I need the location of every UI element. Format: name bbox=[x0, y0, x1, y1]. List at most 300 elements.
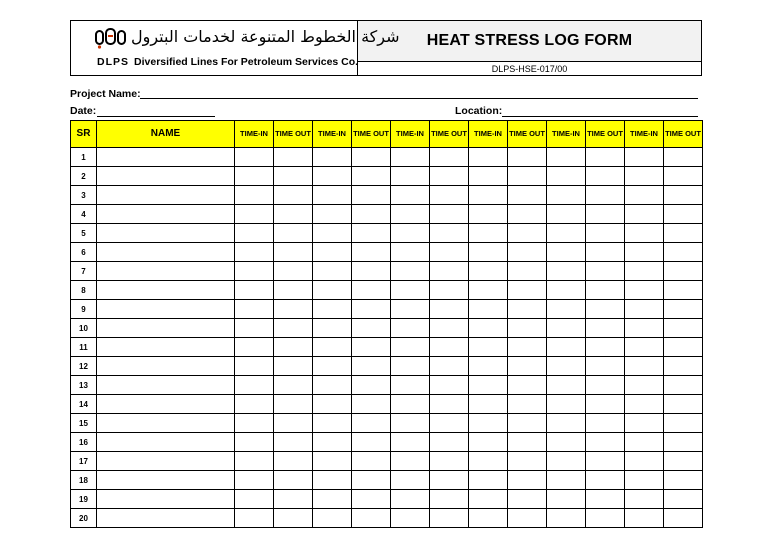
time-in-cell[interactable] bbox=[391, 357, 430, 376]
name-cell[interactable] bbox=[97, 452, 235, 471]
time-in-cell[interactable] bbox=[625, 395, 664, 414]
time-in-cell[interactable] bbox=[625, 243, 664, 262]
time-in-cell[interactable] bbox=[391, 490, 430, 509]
time-out-cell[interactable] bbox=[274, 357, 313, 376]
time-out-cell[interactable] bbox=[430, 414, 469, 433]
time-in-cell[interactable] bbox=[235, 243, 274, 262]
time-in-cell[interactable] bbox=[391, 262, 430, 281]
time-in-cell[interactable] bbox=[547, 433, 586, 452]
table-header-row bbox=[71, 121, 703, 148]
time-out-cell[interactable] bbox=[274, 433, 313, 452]
time-in-cell[interactable] bbox=[469, 452, 508, 471]
time-in-cell[interactable] bbox=[625, 319, 664, 338]
time-out-cell[interactable] bbox=[586, 319, 625, 338]
time-in-cell[interactable] bbox=[469, 186, 508, 205]
time-in-cell[interactable] bbox=[469, 224, 508, 243]
table-row bbox=[71, 509, 703, 528]
time-in-cell[interactable] bbox=[313, 205, 352, 224]
name-cell[interactable] bbox=[97, 205, 235, 224]
form-title: HEAT STRESS LOG FORM bbox=[358, 21, 701, 62]
time-out-cell[interactable] bbox=[664, 243, 703, 262]
time-in-cell[interactable] bbox=[469, 281, 508, 300]
project-name-label: Project Name: bbox=[70, 88, 141, 100]
table-row bbox=[71, 357, 703, 376]
time-out-cell[interactable] bbox=[586, 433, 625, 452]
table-row bbox=[71, 376, 703, 395]
time-in-cell[interactable] bbox=[625, 376, 664, 395]
name-cell[interactable] bbox=[97, 414, 235, 433]
time-out-cell[interactable] bbox=[508, 167, 547, 186]
time-out-cell[interactable] bbox=[664, 395, 703, 414]
time-in-cell[interactable] bbox=[625, 186, 664, 205]
time-in-cell[interactable] bbox=[547, 224, 586, 243]
time-out-cell[interactable] bbox=[430, 167, 469, 186]
table-row bbox=[71, 148, 703, 167]
logo-english-text bbox=[97, 56, 358, 68]
time-in-cell[interactable] bbox=[313, 395, 352, 414]
time-in-cell[interactable] bbox=[625, 471, 664, 490]
time-in-cell[interactable] bbox=[235, 224, 274, 243]
time-in-cell[interactable] bbox=[391, 414, 430, 433]
time-out-cell[interactable] bbox=[430, 395, 469, 414]
time-out-cell[interactable] bbox=[430, 281, 469, 300]
time-out-cell[interactable] bbox=[664, 300, 703, 319]
time-in-cell[interactable] bbox=[391, 376, 430, 395]
time-in-cell[interactable] bbox=[547, 205, 586, 224]
time-in-cell[interactable] bbox=[547, 395, 586, 414]
time-out-cell[interactable] bbox=[508, 300, 547, 319]
time-out-cell[interactable] bbox=[430, 205, 469, 224]
time-out-cell[interactable] bbox=[586, 205, 625, 224]
time-in-cell[interactable] bbox=[625, 148, 664, 167]
time-out-cell[interactable] bbox=[352, 357, 391, 376]
time-out-cell[interactable] bbox=[508, 357, 547, 376]
time-in-cell[interactable] bbox=[469, 205, 508, 224]
time-out-cell[interactable] bbox=[430, 357, 469, 376]
time-out-cell[interactable] bbox=[352, 319, 391, 338]
time-out-cell[interactable] bbox=[586, 395, 625, 414]
time-out-cell[interactable] bbox=[352, 433, 391, 452]
time-in-cell[interactable] bbox=[469, 262, 508, 281]
row-number: 3 bbox=[71, 186, 97, 205]
time-in-cell[interactable] bbox=[625, 452, 664, 471]
time-in-cell[interactable] bbox=[547, 319, 586, 338]
time-in-cell[interactable] bbox=[313, 167, 352, 186]
time-in-cell[interactable] bbox=[235, 357, 274, 376]
time-out-cell[interactable] bbox=[274, 186, 313, 205]
time-out-cell[interactable] bbox=[586, 471, 625, 490]
row-number: 12 bbox=[71, 357, 97, 376]
time-in-cell[interactable] bbox=[313, 262, 352, 281]
time-in-cell[interactable] bbox=[469, 148, 508, 167]
time-in-cell[interactable] bbox=[235, 471, 274, 490]
time-out-cell[interactable] bbox=[508, 205, 547, 224]
time-out-cell[interactable] bbox=[274, 300, 313, 319]
time-in-cell[interactable] bbox=[313, 414, 352, 433]
document-code: DLPS-HSE-017/00 bbox=[491, 63, 568, 74]
time-out-cell[interactable] bbox=[586, 357, 625, 376]
time-in-cell[interactable] bbox=[547, 262, 586, 281]
time-out-cell[interactable] bbox=[586, 490, 625, 509]
time-in-cell[interactable] bbox=[313, 186, 352, 205]
dlps-logo-icon bbox=[95, 28, 127, 50]
time-out-cell[interactable] bbox=[586, 414, 625, 433]
name-cell[interactable] bbox=[97, 319, 235, 338]
time-in-cell[interactable] bbox=[313, 319, 352, 338]
time-in-cell[interactable] bbox=[391, 471, 430, 490]
time-out-cell[interactable] bbox=[430, 490, 469, 509]
column-header-time-out: TIME OUT bbox=[508, 121, 547, 148]
time-in-cell[interactable] bbox=[469, 376, 508, 395]
time-in-cell[interactable] bbox=[625, 338, 664, 357]
logo-arabic-text: شركة الخطوط المتنوعة لخدمات البترول bbox=[131, 27, 400, 46]
time-out-cell[interactable] bbox=[508, 319, 547, 338]
time-in-cell[interactable] bbox=[469, 471, 508, 490]
time-in-cell[interactable] bbox=[391, 319, 430, 338]
time-in-cell[interactable] bbox=[625, 433, 664, 452]
time-out-cell[interactable] bbox=[508, 338, 547, 357]
time-out-cell[interactable] bbox=[664, 490, 703, 509]
column-header-time-out: TIME OUT bbox=[664, 121, 703, 148]
time-in-cell[interactable] bbox=[235, 338, 274, 357]
time-in-cell[interactable] bbox=[625, 224, 664, 243]
time-out-cell[interactable] bbox=[508, 224, 547, 243]
time-in-cell[interactable] bbox=[391, 205, 430, 224]
time-out-cell[interactable] bbox=[352, 148, 391, 167]
time-out-cell[interactable] bbox=[586, 262, 625, 281]
time-in-cell[interactable] bbox=[235, 186, 274, 205]
time-out-cell[interactable] bbox=[664, 262, 703, 281]
time-out-cell[interactable] bbox=[274, 262, 313, 281]
name-cell[interactable] bbox=[97, 490, 235, 509]
time-out-cell[interactable] bbox=[352, 338, 391, 357]
time-out-cell[interactable] bbox=[430, 452, 469, 471]
time-in-cell[interactable] bbox=[235, 262, 274, 281]
time-in-cell[interactable] bbox=[547, 490, 586, 509]
row-number: 20 bbox=[71, 509, 97, 528]
time-out-cell[interactable] bbox=[352, 395, 391, 414]
time-out-cell[interactable] bbox=[274, 281, 313, 300]
time-out-cell[interactable] bbox=[430, 471, 469, 490]
time-in-cell[interactable] bbox=[235, 452, 274, 471]
time-out-cell[interactable] bbox=[586, 452, 625, 471]
time-out-cell[interactable] bbox=[352, 186, 391, 205]
time-out-cell[interactable] bbox=[586, 243, 625, 262]
column-header-time-in: TIME-IN bbox=[313, 121, 352, 148]
time-out-cell[interactable] bbox=[586, 509, 625, 528]
time-out-cell[interactable] bbox=[508, 490, 547, 509]
time-in-cell[interactable] bbox=[313, 509, 352, 528]
logo-abbreviation: DLPS bbox=[97, 56, 130, 68]
time-in-cell[interactable] bbox=[469, 414, 508, 433]
time-in-cell[interactable] bbox=[391, 224, 430, 243]
column-header-time-in: TIME-IN bbox=[625, 121, 664, 148]
name-cell[interactable] bbox=[97, 376, 235, 395]
time-out-cell[interactable] bbox=[664, 281, 703, 300]
column-header-time-in: TIME-IN bbox=[469, 121, 508, 148]
time-in-cell[interactable] bbox=[391, 338, 430, 357]
time-out-cell[interactable] bbox=[508, 376, 547, 395]
table-row bbox=[71, 281, 703, 300]
name-cell[interactable] bbox=[97, 509, 235, 528]
time-out-cell[interactable] bbox=[352, 452, 391, 471]
time-in-cell[interactable] bbox=[391, 243, 430, 262]
time-out-cell[interactable] bbox=[274, 243, 313, 262]
time-in-cell[interactable] bbox=[235, 490, 274, 509]
time-in-cell[interactable] bbox=[469, 395, 508, 414]
name-cell[interactable] bbox=[97, 300, 235, 319]
time-out-cell[interactable] bbox=[352, 471, 391, 490]
time-in-cell[interactable] bbox=[235, 148, 274, 167]
time-in-cell[interactable] bbox=[235, 395, 274, 414]
table-row bbox=[71, 414, 703, 433]
time-out-cell[interactable] bbox=[274, 376, 313, 395]
time-out-cell[interactable] bbox=[508, 414, 547, 433]
time-in-cell[interactable] bbox=[313, 452, 352, 471]
time-in-cell[interactable] bbox=[469, 490, 508, 509]
time-out-cell[interactable] bbox=[664, 414, 703, 433]
time-in-cell[interactable] bbox=[547, 414, 586, 433]
time-out-cell[interactable] bbox=[586, 167, 625, 186]
time-out-cell[interactable] bbox=[274, 319, 313, 338]
location-field[interactable] bbox=[502, 116, 698, 117]
name-cell[interactable] bbox=[97, 243, 235, 262]
time-out-cell[interactable] bbox=[430, 509, 469, 528]
time-out-cell[interactable] bbox=[586, 338, 625, 357]
column-header-time-out: TIME OUT bbox=[274, 121, 313, 148]
time-in-cell[interactable] bbox=[235, 433, 274, 452]
row-number: 4 bbox=[71, 205, 97, 224]
name-cell[interactable] bbox=[97, 167, 235, 186]
time-in-cell[interactable] bbox=[547, 281, 586, 300]
time-in-cell[interactable] bbox=[313, 243, 352, 262]
time-out-cell[interactable] bbox=[586, 376, 625, 395]
time-out-cell[interactable] bbox=[508, 281, 547, 300]
time-in-cell[interactable] bbox=[625, 205, 664, 224]
time-out-cell[interactable] bbox=[586, 224, 625, 243]
time-out-cell[interactable] bbox=[430, 376, 469, 395]
time-in-cell[interactable] bbox=[313, 338, 352, 357]
time-in-cell[interactable] bbox=[313, 433, 352, 452]
time-out-cell[interactable] bbox=[274, 414, 313, 433]
name-cell[interactable] bbox=[97, 148, 235, 167]
table-row bbox=[71, 338, 703, 357]
row-number: 11 bbox=[71, 338, 97, 357]
time-in-cell[interactable] bbox=[469, 319, 508, 338]
time-out-cell[interactable] bbox=[430, 433, 469, 452]
time-in-cell[interactable] bbox=[313, 281, 352, 300]
name-cell[interactable] bbox=[97, 262, 235, 281]
time-out-cell[interactable] bbox=[664, 433, 703, 452]
time-in-cell[interactable] bbox=[391, 186, 430, 205]
time-out-cell[interactable] bbox=[430, 319, 469, 338]
time-out-cell[interactable] bbox=[430, 148, 469, 167]
time-out-cell[interactable] bbox=[430, 224, 469, 243]
date-field[interactable] bbox=[97, 116, 215, 117]
time-in-cell[interactable] bbox=[469, 357, 508, 376]
time-out-cell[interactable] bbox=[664, 224, 703, 243]
time-in-cell[interactable] bbox=[235, 167, 274, 186]
name-cell[interactable] bbox=[97, 281, 235, 300]
time-out-cell[interactable] bbox=[352, 205, 391, 224]
time-out-cell[interactable] bbox=[352, 414, 391, 433]
time-in-cell[interactable] bbox=[391, 433, 430, 452]
time-in-cell[interactable] bbox=[625, 167, 664, 186]
time-out-cell[interactable] bbox=[664, 186, 703, 205]
time-in-cell[interactable] bbox=[313, 357, 352, 376]
time-out-cell[interactable] bbox=[664, 471, 703, 490]
time-out-cell[interactable] bbox=[274, 167, 313, 186]
time-in-cell[interactable] bbox=[547, 186, 586, 205]
time-in-cell[interactable] bbox=[625, 357, 664, 376]
time-out-cell[interactable] bbox=[664, 357, 703, 376]
column-header-name: NAME bbox=[97, 121, 235, 148]
time-in-cell[interactable] bbox=[391, 300, 430, 319]
time-in-cell[interactable] bbox=[547, 243, 586, 262]
time-out-cell[interactable] bbox=[274, 338, 313, 357]
time-in-cell[interactable] bbox=[235, 376, 274, 395]
time-in-cell[interactable] bbox=[625, 300, 664, 319]
time-in-cell[interactable] bbox=[547, 300, 586, 319]
time-out-cell[interactable] bbox=[352, 262, 391, 281]
time-in-cell[interactable] bbox=[391, 395, 430, 414]
time-in-cell[interactable] bbox=[547, 357, 586, 376]
time-out-cell[interactable] bbox=[508, 148, 547, 167]
time-out-cell[interactable] bbox=[586, 281, 625, 300]
time-in-cell[interactable] bbox=[391, 167, 430, 186]
time-in-cell[interactable] bbox=[625, 490, 664, 509]
time-out-cell[interactable] bbox=[430, 262, 469, 281]
time-in-cell[interactable] bbox=[547, 471, 586, 490]
time-out-cell[interactable] bbox=[352, 376, 391, 395]
time-out-cell[interactable] bbox=[274, 395, 313, 414]
row-number: 13 bbox=[71, 376, 97, 395]
time-out-cell[interactable] bbox=[586, 186, 625, 205]
time-in-cell[interactable] bbox=[469, 300, 508, 319]
time-in-cell[interactable] bbox=[625, 281, 664, 300]
time-out-cell[interactable] bbox=[352, 167, 391, 186]
time-out-cell[interactable] bbox=[508, 262, 547, 281]
name-cell[interactable] bbox=[97, 186, 235, 205]
name-cell[interactable] bbox=[97, 224, 235, 243]
time-out-cell[interactable] bbox=[274, 490, 313, 509]
time-in-cell[interactable] bbox=[235, 205, 274, 224]
project-name-field[interactable] bbox=[140, 98, 698, 99]
row-number: 18 bbox=[71, 471, 97, 490]
time-out-cell[interactable] bbox=[508, 471, 547, 490]
time-out-cell[interactable] bbox=[508, 186, 547, 205]
time-in-cell[interactable] bbox=[391, 281, 430, 300]
time-out-cell[interactable] bbox=[274, 224, 313, 243]
time-out-cell[interactable] bbox=[430, 186, 469, 205]
time-in-cell[interactable] bbox=[625, 414, 664, 433]
time-out-cell[interactable] bbox=[508, 452, 547, 471]
column-header-sr: SR bbox=[71, 121, 97, 148]
time-in-cell[interactable] bbox=[625, 509, 664, 528]
time-out-cell[interactable] bbox=[664, 338, 703, 357]
time-out-cell[interactable] bbox=[352, 243, 391, 262]
time-out-cell[interactable] bbox=[274, 452, 313, 471]
time-out-cell[interactable] bbox=[664, 452, 703, 471]
table-row bbox=[71, 262, 703, 281]
row-number: 17 bbox=[71, 452, 97, 471]
time-in-cell[interactable] bbox=[547, 509, 586, 528]
time-out-cell[interactable] bbox=[430, 338, 469, 357]
time-out-cell[interactable] bbox=[508, 395, 547, 414]
name-cell[interactable] bbox=[97, 433, 235, 452]
time-in-cell[interactable] bbox=[313, 471, 352, 490]
time-in-cell[interactable] bbox=[391, 148, 430, 167]
time-in-cell[interactable] bbox=[391, 452, 430, 471]
column-header-time-out: TIME OUT bbox=[352, 121, 391, 148]
name-cell[interactable] bbox=[97, 471, 235, 490]
time-out-cell[interactable] bbox=[508, 433, 547, 452]
time-in-cell[interactable] bbox=[547, 376, 586, 395]
time-out-cell[interactable] bbox=[664, 148, 703, 167]
time-out-cell[interactable] bbox=[586, 300, 625, 319]
time-out-cell[interactable] bbox=[274, 205, 313, 224]
time-out-cell[interactable] bbox=[352, 224, 391, 243]
time-in-cell[interactable] bbox=[313, 376, 352, 395]
time-in-cell[interactable] bbox=[313, 300, 352, 319]
time-out-cell[interactable] bbox=[664, 319, 703, 338]
time-out-cell[interactable] bbox=[352, 490, 391, 509]
time-out-cell[interactable] bbox=[274, 509, 313, 528]
time-out-cell[interactable] bbox=[430, 300, 469, 319]
time-out-cell[interactable] bbox=[352, 300, 391, 319]
column-header-time-in: TIME-IN bbox=[235, 121, 274, 148]
time-out-cell[interactable] bbox=[664, 205, 703, 224]
time-in-cell[interactable] bbox=[547, 452, 586, 471]
name-cell[interactable] bbox=[97, 338, 235, 357]
time-out-cell[interactable] bbox=[508, 509, 547, 528]
time-in-cell[interactable] bbox=[235, 319, 274, 338]
time-in-cell[interactable] bbox=[235, 281, 274, 300]
time-in-cell[interactable] bbox=[469, 167, 508, 186]
time-in-cell[interactable] bbox=[313, 490, 352, 509]
time-in-cell[interactable] bbox=[469, 433, 508, 452]
time-in-cell[interactable] bbox=[547, 338, 586, 357]
time-out-cell[interactable] bbox=[352, 281, 391, 300]
name-cell[interactable] bbox=[97, 357, 235, 376]
time-in-cell[interactable] bbox=[547, 167, 586, 186]
time-in-cell[interactable] bbox=[235, 300, 274, 319]
table-row bbox=[71, 186, 703, 205]
time-out-cell[interactable] bbox=[430, 243, 469, 262]
time-out-cell[interactable] bbox=[508, 243, 547, 262]
time-in-cell[interactable] bbox=[547, 148, 586, 167]
time-in-cell[interactable] bbox=[391, 509, 430, 528]
time-out-cell[interactable] bbox=[664, 509, 703, 528]
time-in-cell[interactable] bbox=[625, 262, 664, 281]
time-out-cell[interactable] bbox=[274, 148, 313, 167]
time-out-cell[interactable] bbox=[586, 148, 625, 167]
time-in-cell[interactable] bbox=[235, 414, 274, 433]
row-number: 19 bbox=[71, 490, 97, 509]
time-in-cell[interactable] bbox=[469, 509, 508, 528]
time-out-cell[interactable] bbox=[352, 509, 391, 528]
name-cell[interactable] bbox=[97, 395, 235, 414]
time-out-cell[interactable] bbox=[664, 167, 703, 186]
time-in-cell[interactable] bbox=[313, 148, 352, 167]
time-in-cell[interactable] bbox=[313, 224, 352, 243]
column-header-time-in: TIME-IN bbox=[391, 121, 430, 148]
time-in-cell[interactable] bbox=[235, 509, 274, 528]
time-in-cell[interactable] bbox=[469, 338, 508, 357]
time-out-cell[interactable] bbox=[664, 376, 703, 395]
time-out-cell[interactable] bbox=[274, 471, 313, 490]
time-in-cell[interactable] bbox=[469, 243, 508, 262]
